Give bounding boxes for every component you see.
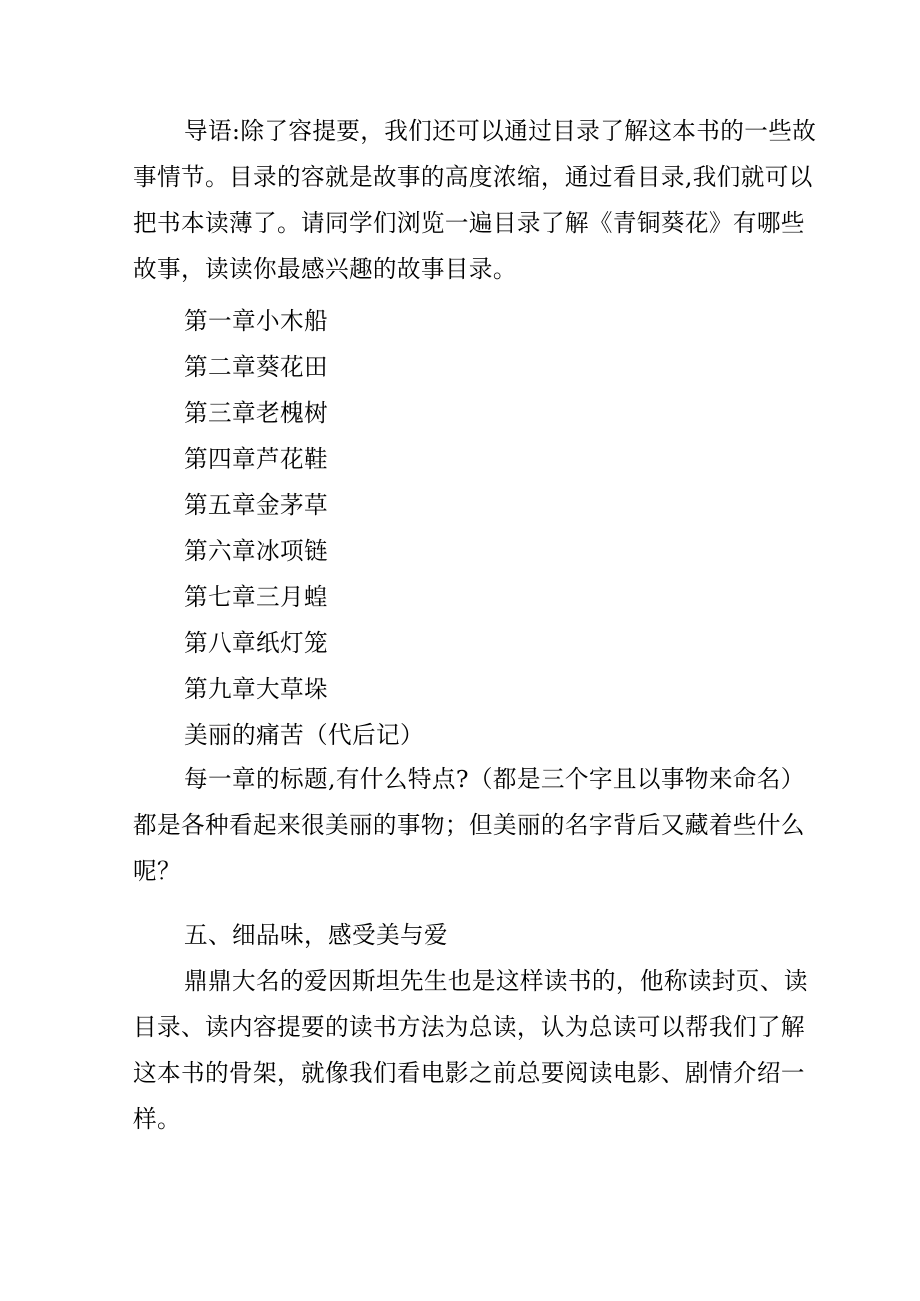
- chapter-item-3: 第三章老槐树: [184, 399, 328, 427]
- section-heading: [133, 912, 793, 958]
- chapter-item-afterword: 美丽的痛苦（代后记）: [184, 721, 424, 749]
- chapter-item-4: 第四章芦花鞋: [184, 445, 328, 473]
- chapter-item-9: 第九章大草垛: [184, 675, 328, 703]
- einstein-line-4: 样。: [133, 1105, 181, 1133]
- intro-line-1: 导语:除了容提要，我们还可以通过目录了解这本书的一些故: [184, 117, 817, 145]
- chapter-item-8: 第八章纸灯笼: [184, 629, 328, 657]
- einstein-line-2: 目录、读内容提要的读书方法为总读，认为总读可以帮我们了解: [133, 1013, 805, 1041]
- chapter-item-7: 第七章三月蝗: [184, 583, 328, 611]
- chapter-item-1: 第一章小木船: [184, 307, 328, 335]
- chapter-item-6: 第六章冰项链: [184, 537, 328, 565]
- question-line-1: 每一章的标题,有什么特点?（都是三个字且以事物来命名）: [184, 765, 805, 793]
- question-paragraph: [133, 756, 805, 894]
- intro-line-4: 故事，读读你最感兴趣的故事目录。: [133, 255, 517, 283]
- section-heading-text: 五、细品味，感受美与爱: [184, 921, 448, 949]
- question-line-2: 都是各种看起来很美丽的事物；但美丽的名字背后又藏着些什么: [133, 811, 805, 839]
- chapter-list: [133, 298, 793, 758]
- intro-paragraph: [133, 108, 817, 292]
- intro-line-3: 把书本读薄了。请同学们浏览一遍目录了解《青铜葵花》有哪些: [133, 209, 805, 237]
- einstein-paragraph: [133, 958, 808, 1142]
- einstein-line-1: 鼎鼎大名的爱因斯坦先生也是这样读书的，他称读封页、读: [184, 967, 808, 995]
- chapter-item-5: 第五章金茅草: [184, 491, 328, 519]
- chapter-item-2: 第二章葵花田: [184, 353, 328, 381]
- einstein-line-3: 这本书的骨架，就像我们看电影之前总要阅读电影、剧情介绍一: [133, 1059, 805, 1087]
- question-line-3: 呢？: [133, 857, 181, 885]
- intro-line-2: 事情节。目录的容就是故事的高度浓缩，通过看目录,我们就可以: [133, 163, 813, 191]
